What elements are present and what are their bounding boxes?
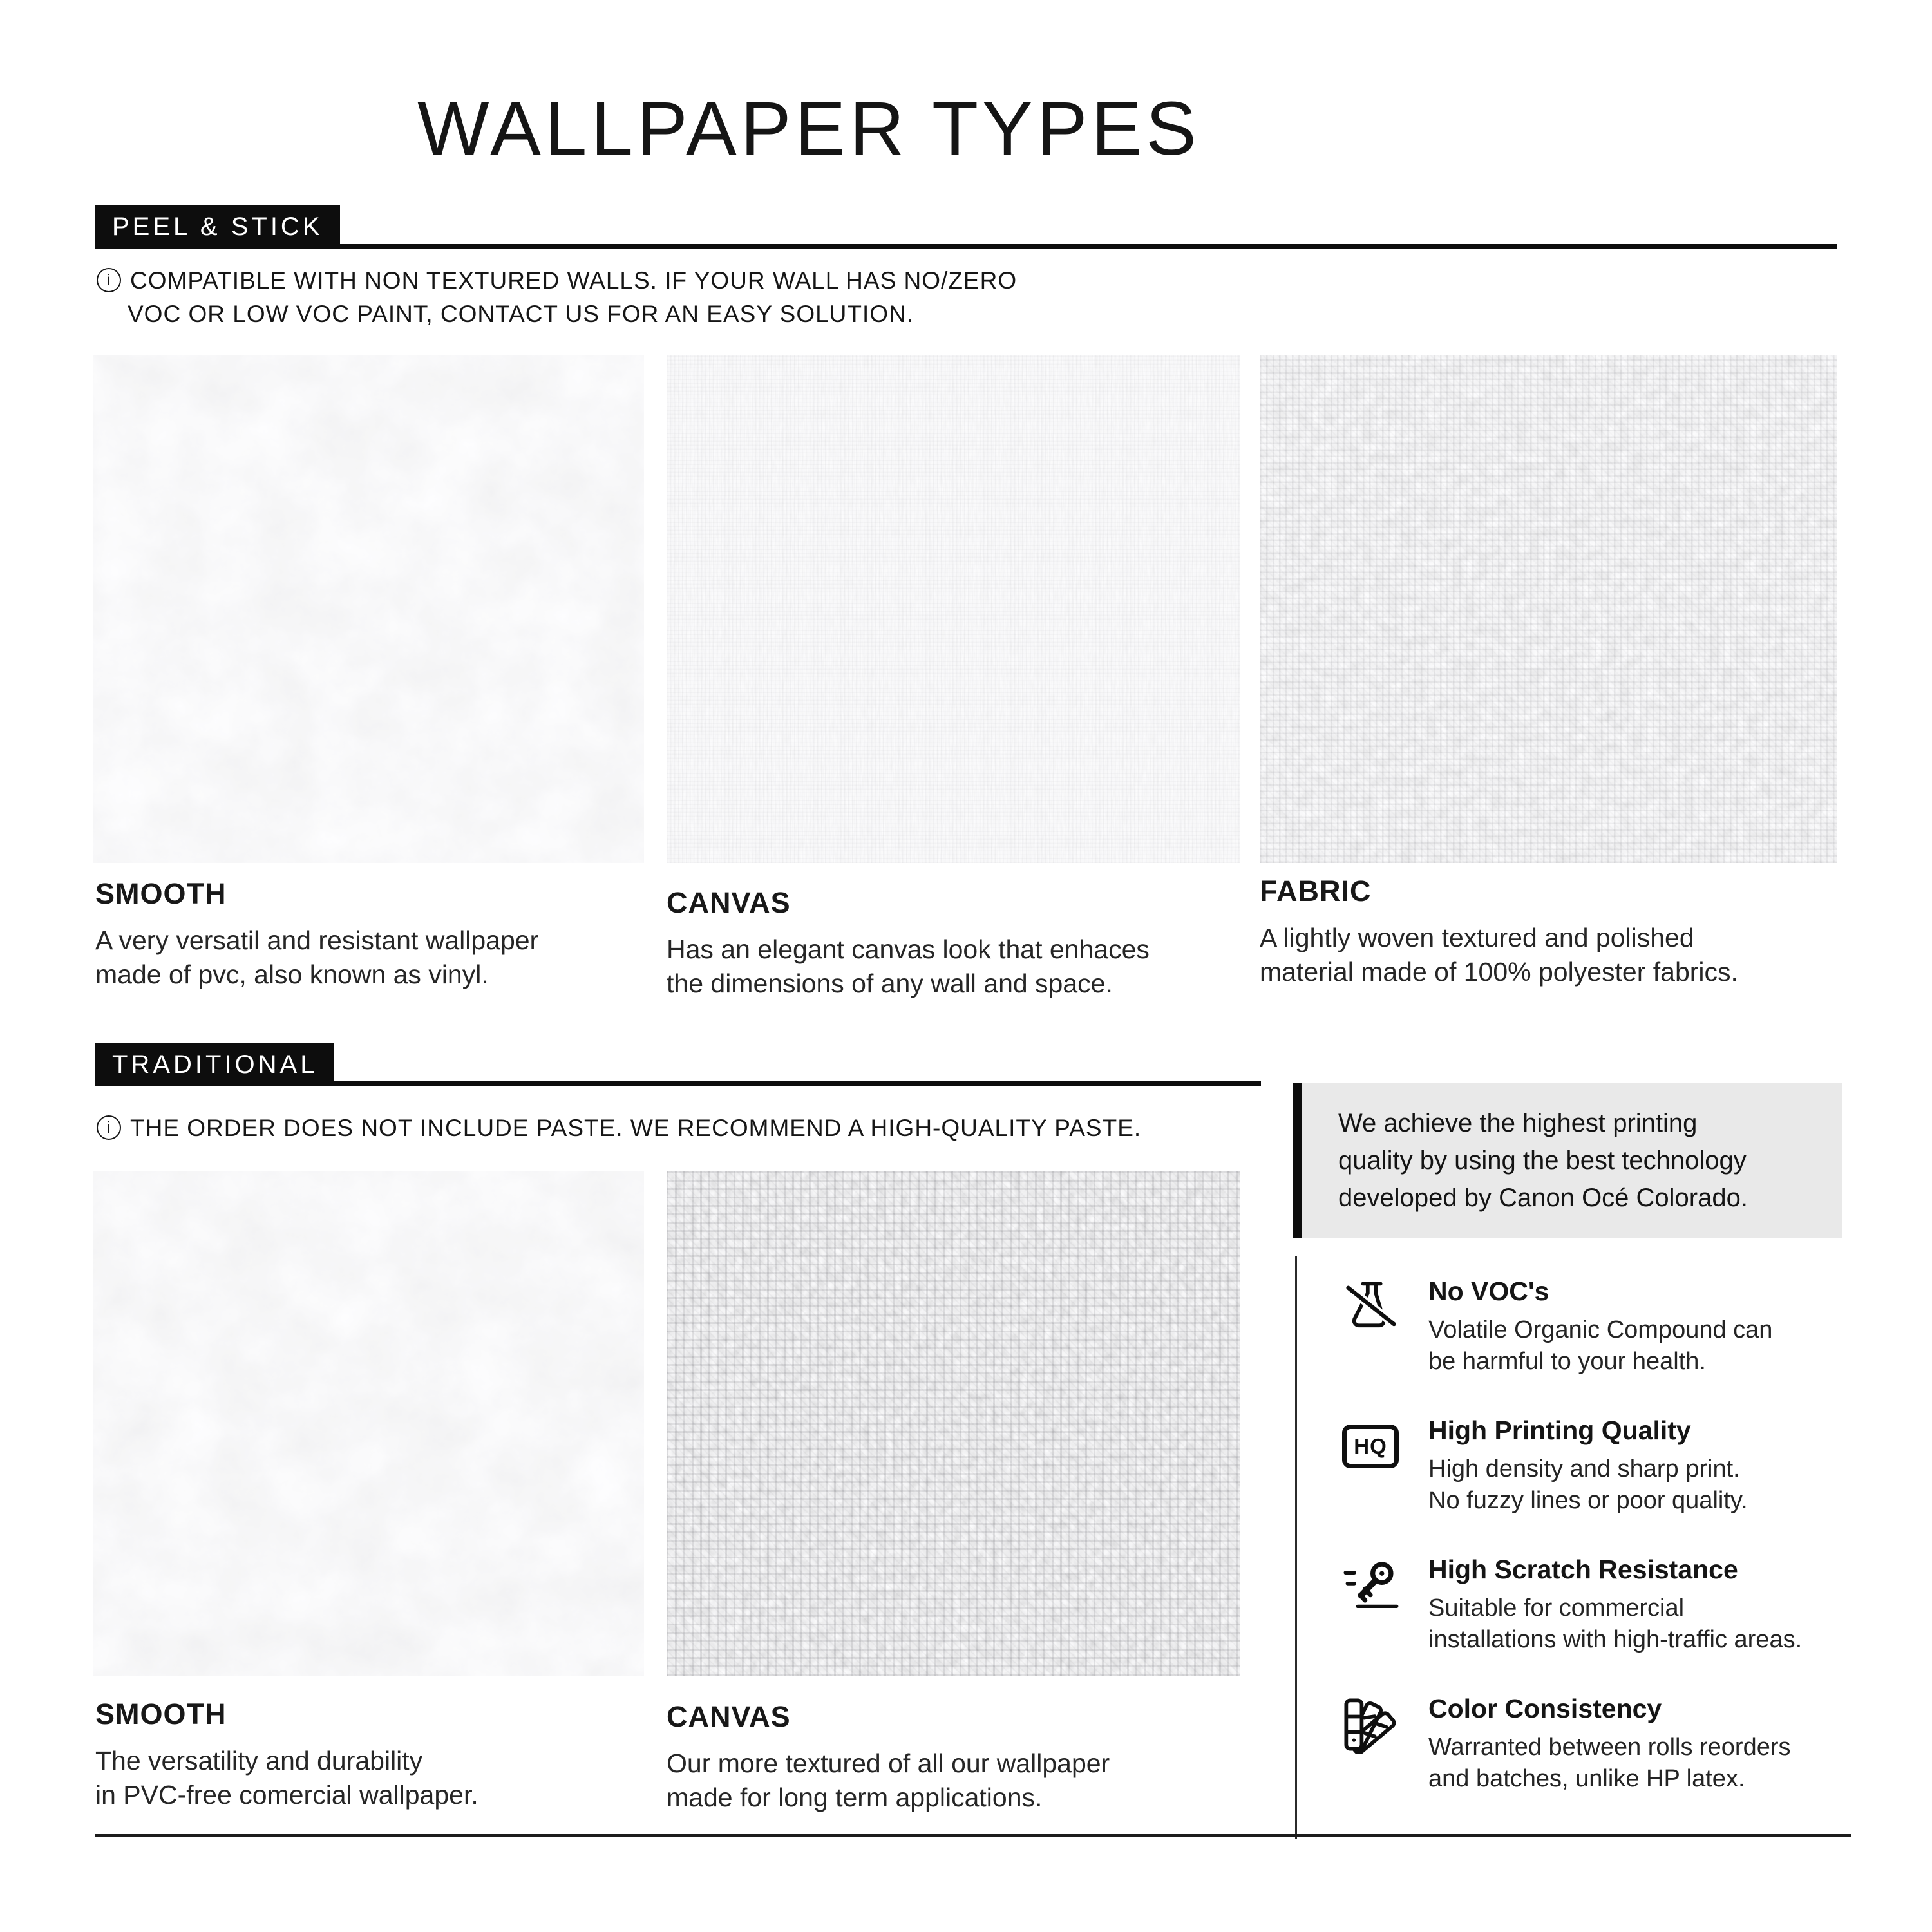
traditional-note [97, 1112, 1256, 1145]
caption-peel-smooth [95, 877, 649, 992]
note-line: COMPATIBLE WITH NON TEXTURED WALLS. IF YOUR WALL HAS NO/ZERO [130, 267, 1018, 294]
bottom-divider-line [95, 1834, 1851, 1837]
texture-description: A very versatil and resistant wallpaper made of pvc, also known as vinyl. [95, 925, 539, 989]
no-voc-flask-icon [1341, 1278, 1400, 1337]
feature-description: Warranted between rolls reorders and batches, unlike HP latex. [1428, 1734, 1791, 1792]
smooth-noise-texture [93, 355, 644, 863]
texture-description: A lightly woven textured and polished material made of 100% polyester fabrics. [1260, 923, 1738, 987]
texture-sample-peel-canvas [667, 355, 1240, 863]
feature-color-consistency [1341, 1694, 1862, 1795]
features-divider-line [1295, 1256, 1297, 1839]
section-badge-traditional: TRADITIONAL [95, 1043, 334, 1086]
section-rule-traditional [95, 1081, 1261, 1086]
quality-box-accent-bar [1293, 1083, 1302, 1238]
feature-title: High Scratch Resistance [1428, 1555, 1738, 1584]
texture-name: SMOOTH [95, 1698, 227, 1730]
texture-name: FABRIC [1260, 875, 1372, 907]
fine-weave-overlay [667, 355, 1240, 863]
peel-stick-note [97, 264, 1191, 331]
quality-statement-line: We achieve the highest printing [1338, 1109, 1698, 1137]
texture-name: SMOOTH [95, 877, 227, 910]
page-title: WALLPAPER TYPES [417, 86, 1200, 171]
texture-name: CANVAS [667, 886, 791, 919]
feature-title: High Printing Quality [1428, 1416, 1691, 1445]
feature-description: Volatile Organic Compound can be harmful to your health. [1428, 1316, 1773, 1375]
burlap-weave-overlay [667, 1171, 1240, 1676]
caption-traditional-smooth [95, 1698, 649, 1812]
feature-title: No VOC's [1428, 1276, 1549, 1306]
feature-description: Suitable for commercial installations with high-traffic areas. [1428, 1595, 1803, 1653]
info-icon: i [97, 1115, 121, 1140]
caption-peel-fabric [1260, 875, 1839, 989]
feature-title: Color Consistency [1428, 1694, 1662, 1723]
texture-sample-traditional-canvas [667, 1171, 1240, 1676]
note-line: VOC OR LOW VOC PAINT, CONTACT US FOR AN EASY SOLUTION. [128, 301, 914, 327]
feature-high-printing-quality [1341, 1416, 1862, 1517]
woven-weave-overlay [1260, 355, 1837, 863]
feature-high-scratch-resistance [1341, 1555, 1862, 1656]
color-swatch-icon [1341, 1695, 1400, 1754]
section-badge-peel-stick: PEEL & STICK [95, 205, 340, 249]
quality-statement-line: quality by using the best technology [1338, 1146, 1747, 1175]
texture-description: Our more textured of all our wallpaper made for long term applications. [667, 1748, 1110, 1812]
quality-statement-line: developed by Canon Océ Colorado. [1338, 1184, 1748, 1212]
texture-description: The versatility and durability in PVC-free comercial wallpaper. [95, 1746, 478, 1810]
feature-no-voc [1341, 1276, 1862, 1378]
texture-sample-peel-smooth [93, 355, 644, 863]
texture-name: CANVAS [667, 1700, 791, 1733]
texture-sample-peel-fabric [1260, 355, 1837, 863]
texture-description: Has an elegant canvas look that enhaces the dimensions of any wall and space. [667, 934, 1150, 998]
caption-traditional-canvas [667, 1700, 1246, 1815]
feature-description: High density and sharp print. No fuzzy lines or poor quality. [1428, 1455, 1748, 1514]
info-icon: i [97, 268, 121, 292]
caption-peel-canvas [667, 886, 1246, 1001]
note-line: THE ORDER DOES NOT INCLUDE PASTE. WE RECOMMEND A HIGH-QUALITY PASTE. [130, 1115, 1142, 1141]
smooth-noise-texture [93, 1171, 644, 1676]
quality-statement-box [1302, 1083, 1842, 1238]
hq-badge-icon: HQ [1341, 1417, 1400, 1476]
scratch-key-icon [1341, 1556, 1400, 1615]
section-rule-peel-stick [95, 244, 1837, 249]
texture-sample-traditional-smooth [93, 1171, 644, 1676]
